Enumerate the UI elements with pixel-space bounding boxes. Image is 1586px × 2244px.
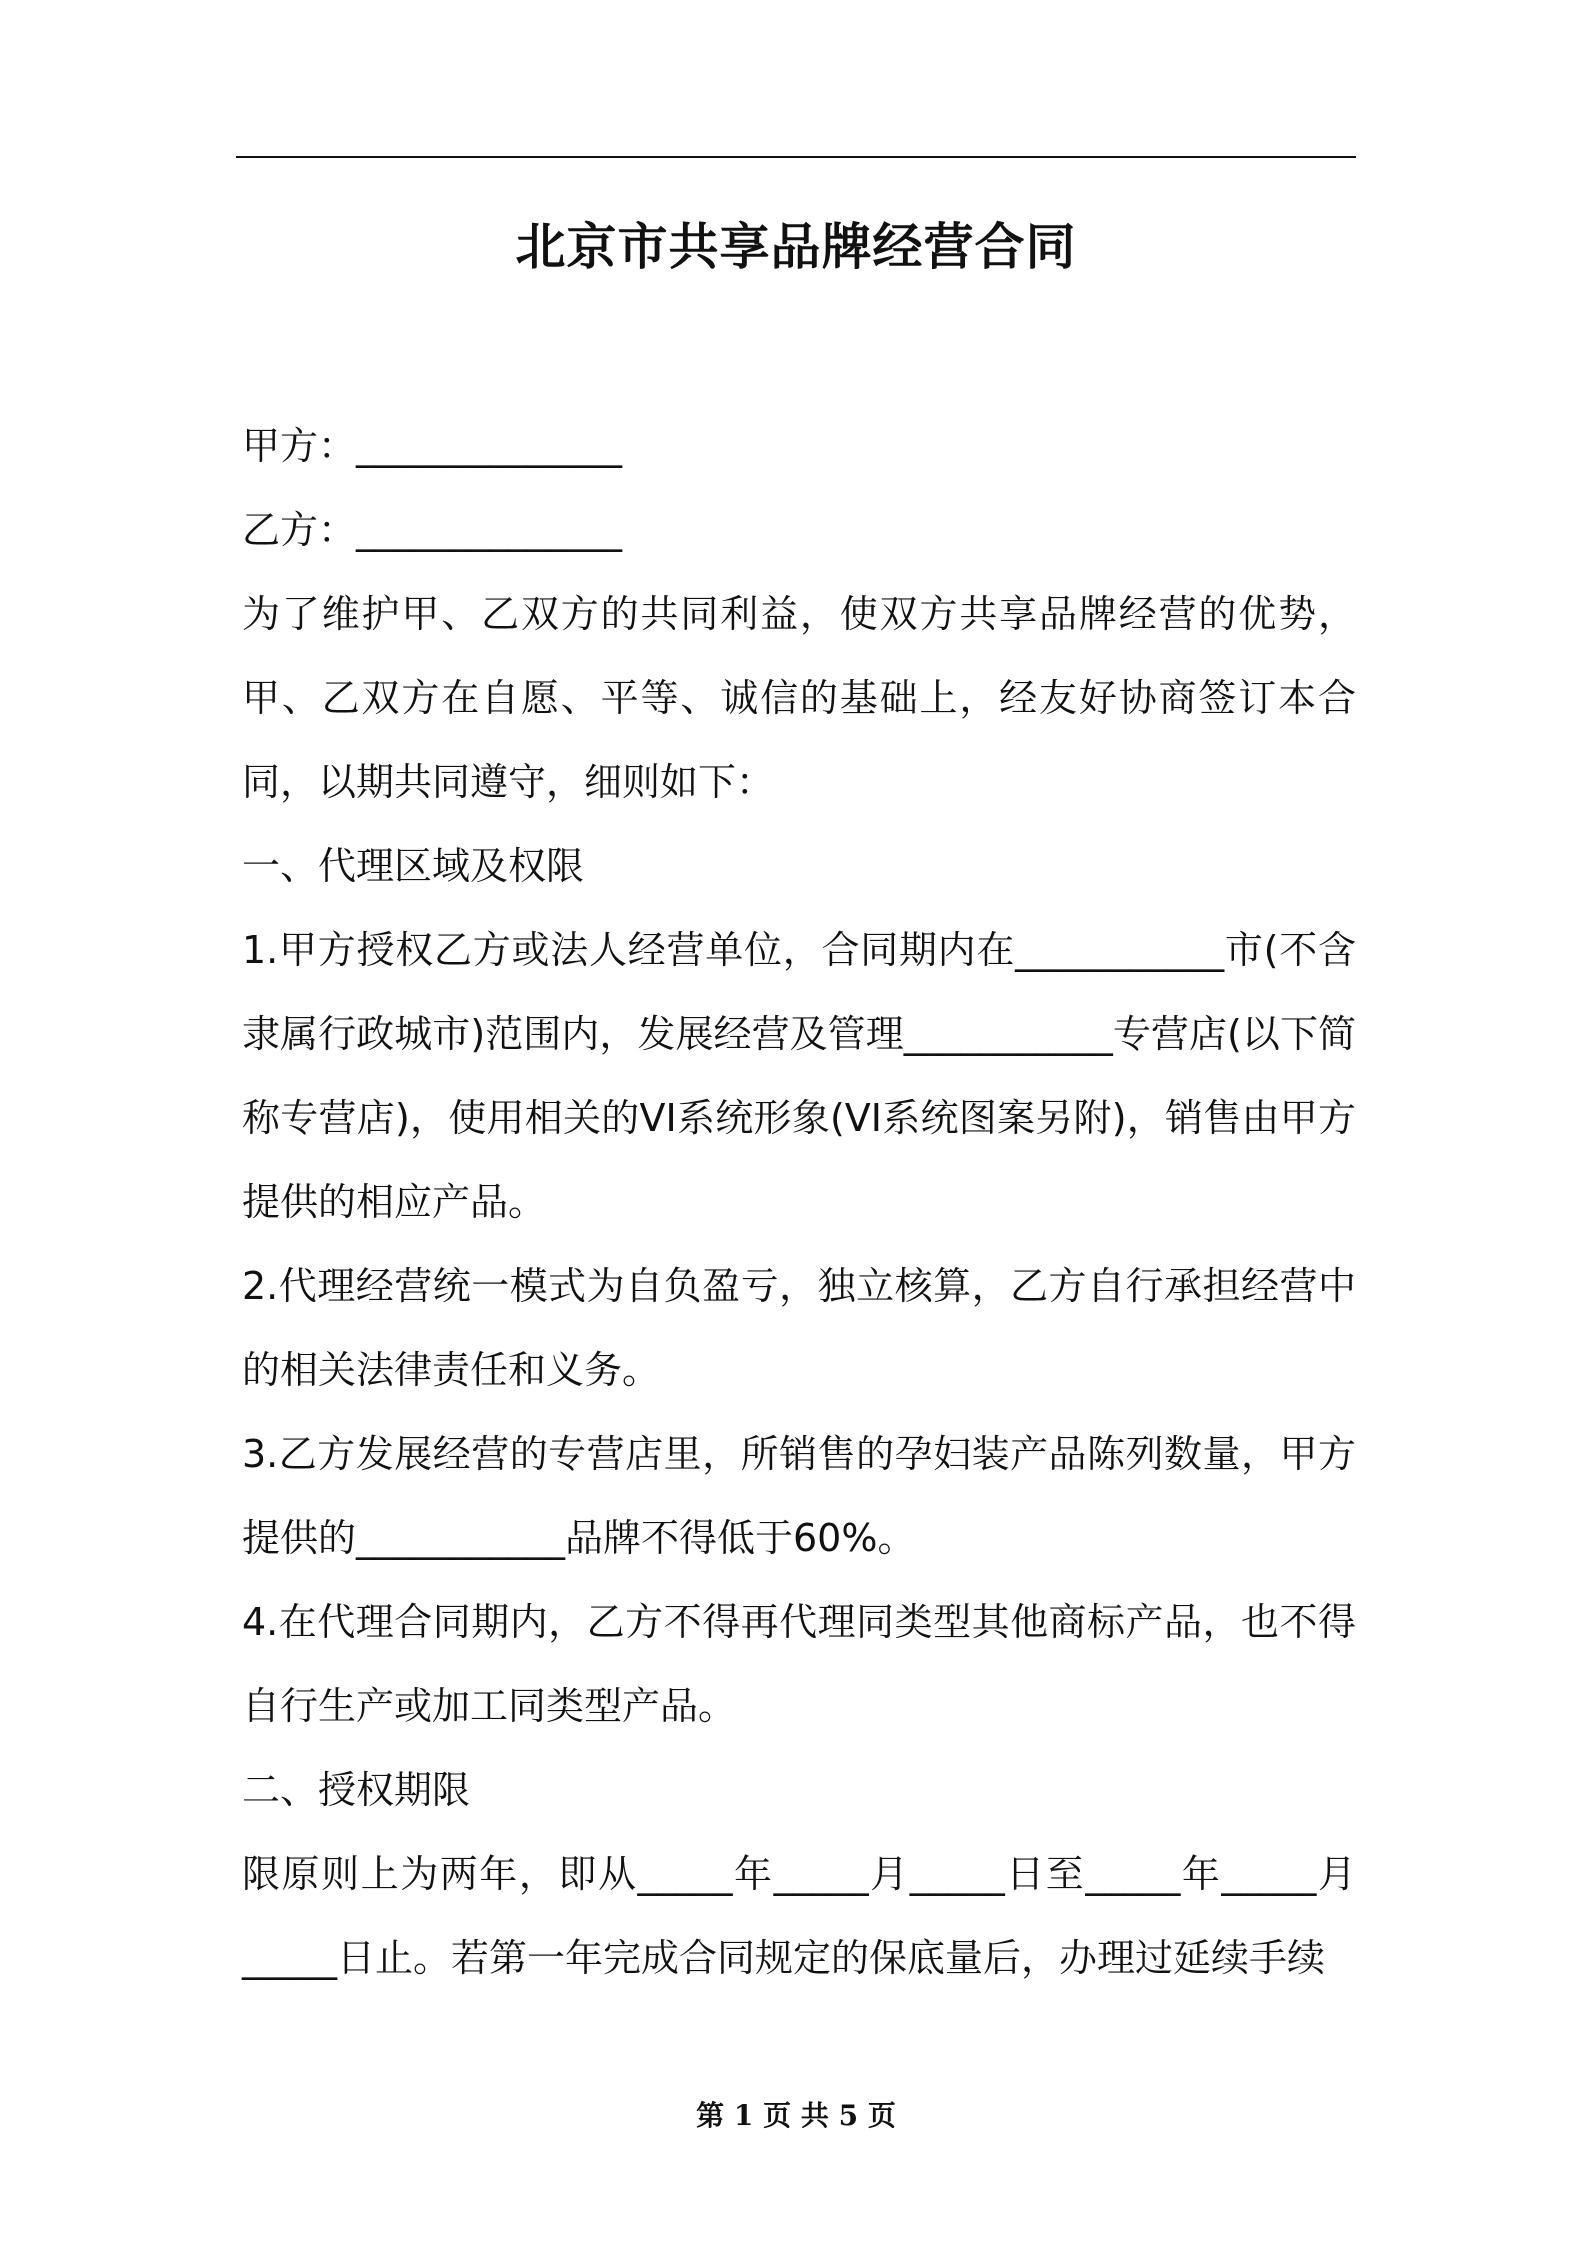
section-heading-1: 一、代理区域及权限 bbox=[242, 844, 585, 888]
clause-1-3: 3.乙方发展经营的专营店里，所销售的孕妇装产品陈列数量，甲方提供的___________品牌不得低于60%。 bbox=[242, 1432, 1356, 1560]
party-a-line: 甲方：______________ bbox=[242, 424, 623, 468]
header-rule bbox=[236, 156, 1356, 158]
section-heading-2: 二、授权期限 bbox=[242, 1768, 471, 1812]
document-title: 北京市共享品牌经营合同 bbox=[515, 218, 1077, 276]
party-b-line: 乙方：______________ bbox=[242, 508, 623, 552]
document-body bbox=[242, 404, 1356, 2000]
clause-1-4: 4.在代理合同期内，乙方不得再代理同类型其他商标产品，也不得自行生产或加工同类型产品。 bbox=[242, 1600, 1356, 1728]
clause-1-2: 2.代理经营统一模式为自负盈亏，独立核算，乙方自行承担经营中的相关法律责任和义务。 bbox=[242, 1264, 1356, 1392]
clause-1-1: 1.甲方授权乙方或法人经营单位，合同期内在___________市(不含隶属行政城市)范围内，发展经营及管理___________专营店(以下简称专营店)，使用相关的VI系统形象(VI系统图案另附)，销售由甲方提供的相应产品。 bbox=[242, 928, 1356, 1224]
page-number: 第 1 页 共 5 页 bbox=[696, 2099, 896, 2132]
clause-2-1: 限原则上为两年，即从_____年_____月_____日至_____年_____月_____日止。若第一年完成合同规定的保底量后，办理过延续手续 bbox=[242, 1852, 1356, 1980]
preamble-paragraph: 为了维护甲、乙双方的共同利益，使双方共享品牌经营的优势，甲、乙双方在自愿、平等、诚信的基础上，经友好协商签订本合同，以期共同遵守，细则如下： bbox=[242, 592, 1356, 804]
